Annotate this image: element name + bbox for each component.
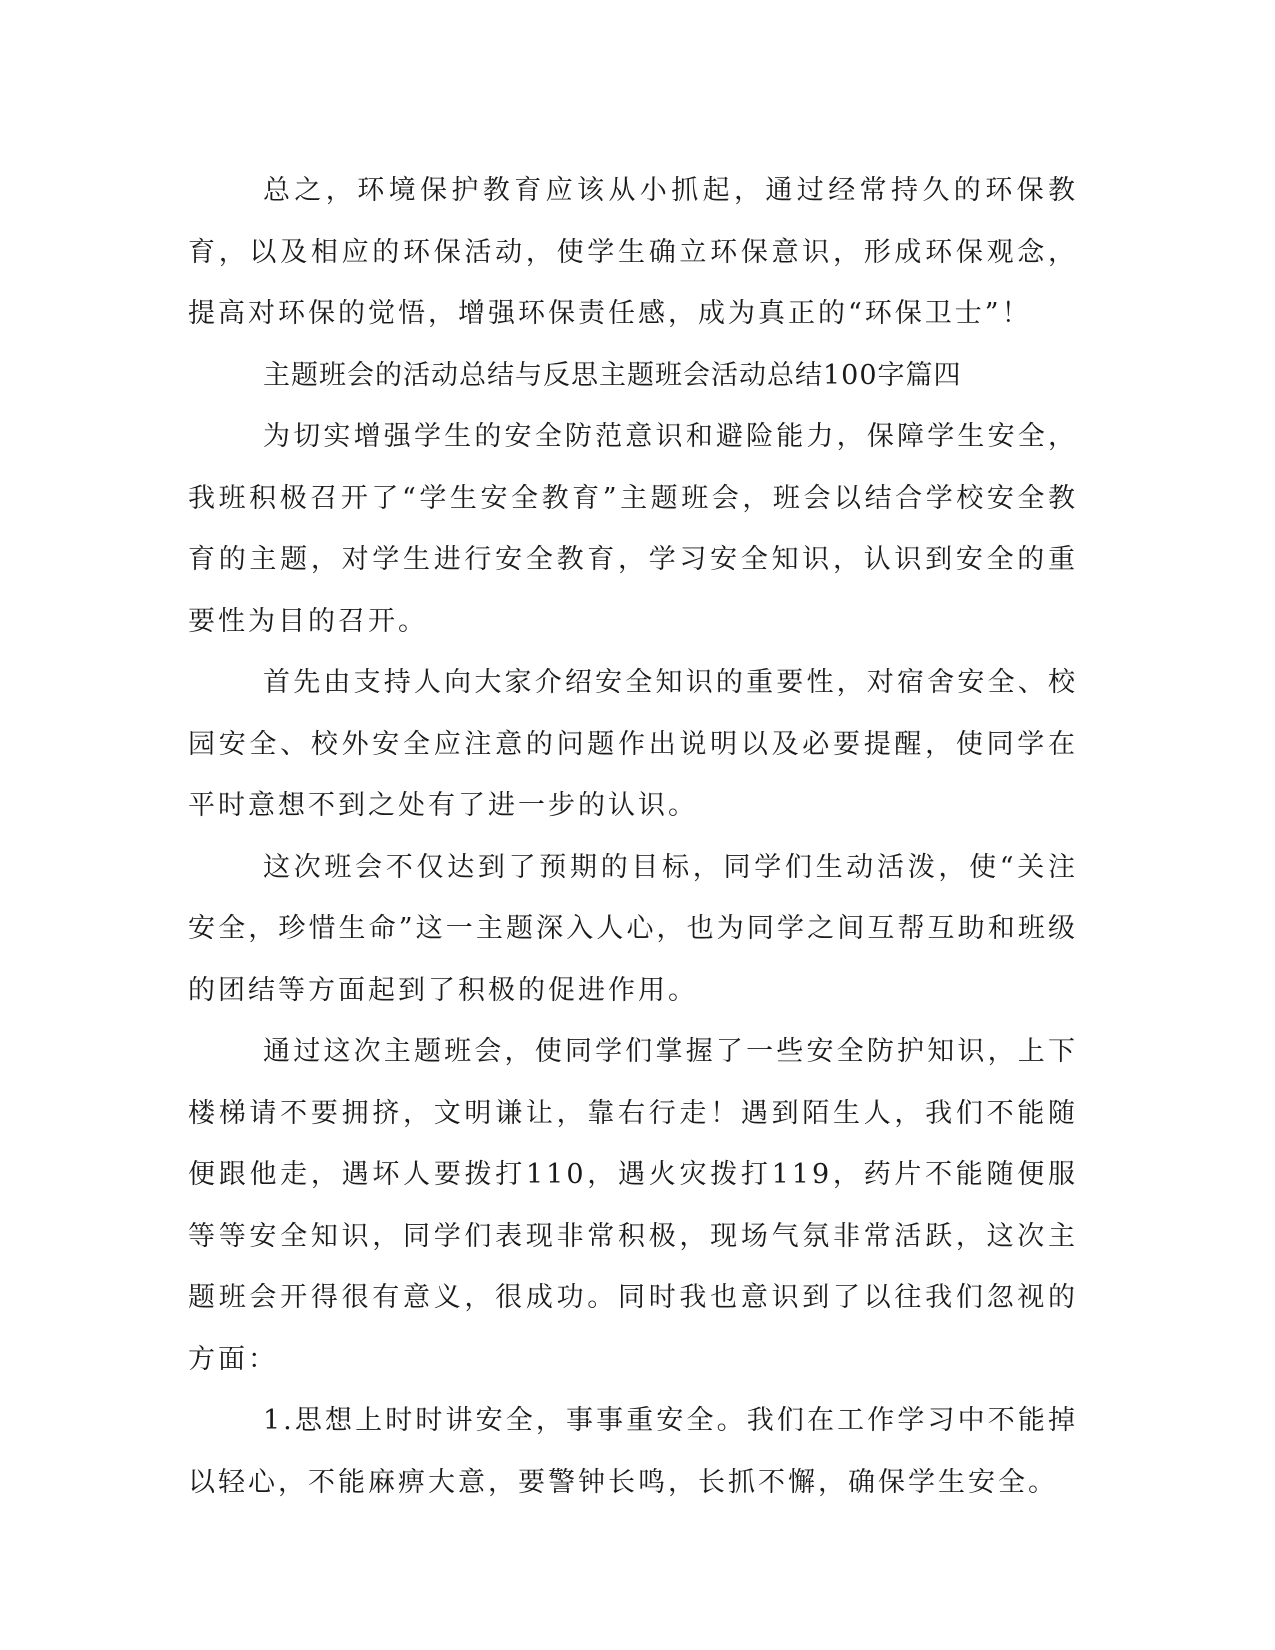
section-heading: 主题班会的活动总结与反思主题班会活动总结100字篇四 (263, 359, 962, 391)
paragraph-host: 首先由支持人向大家介绍安全知识的重要性，对宿舍安全、校园安全、校外安全应注意的问题作出说明以及必要提醒，使同学在平时意想不到之处有了进一步的认识。 (188, 667, 1078, 821)
document-body (188, 160, 1078, 1513)
paragraph-knowledge: 通过这次主题班会，使同学们掌握了一些安全防护知识，上下楼梯请不要拥挤，文明谦让，靠右行走！遇到陌生人，我们不能随便跟他走，遇坏人要拨打110，遇火灾拨打119，药片不能随便服等等安全知识，同学们表现非常积极，现场气氛非常活跃，这次主题班会开得很有意义，很成功。同时我也意识到了以往我们忽视的方面： (188, 1036, 1078, 1375)
paragraph-conclusion: 总之，环境保护教育应该从小抓起，通过经常持久的环保教育，以及相应的环保活动，使学生确立环保意识，形成环保观念，提高对环保的觉悟，增强环保责任感，成为真正的“环保卫士”！ (188, 175, 1078, 329)
paragraph-goal: 这次班会不仅达到了预期的目标，同学们生动活泼，使“关注安全，珍惜生命”这一主题深入人心，也为同学之间互帮互助和班级的团结等方面起到了积极的促进作用。 (188, 851, 1078, 1006)
paragraph-point-1: 1.思想上时时讲安全，事事重安全。我们在工作学习中不能掉以轻心，不能麻痹大意，要警钟长鸣，长抓不懈，确保学生安全。 (188, 1405, 1078, 1498)
paragraph-intro: 为切实增强学生的安全防范意识和避险能力，保障学生安全，我班积极召开了“学生安全教育”主题班会，班会以结合学校安全教育的主题，对学生进行安全教育，学习安全知识，认识到安全的重要性为目的召开。 (188, 421, 1078, 637)
